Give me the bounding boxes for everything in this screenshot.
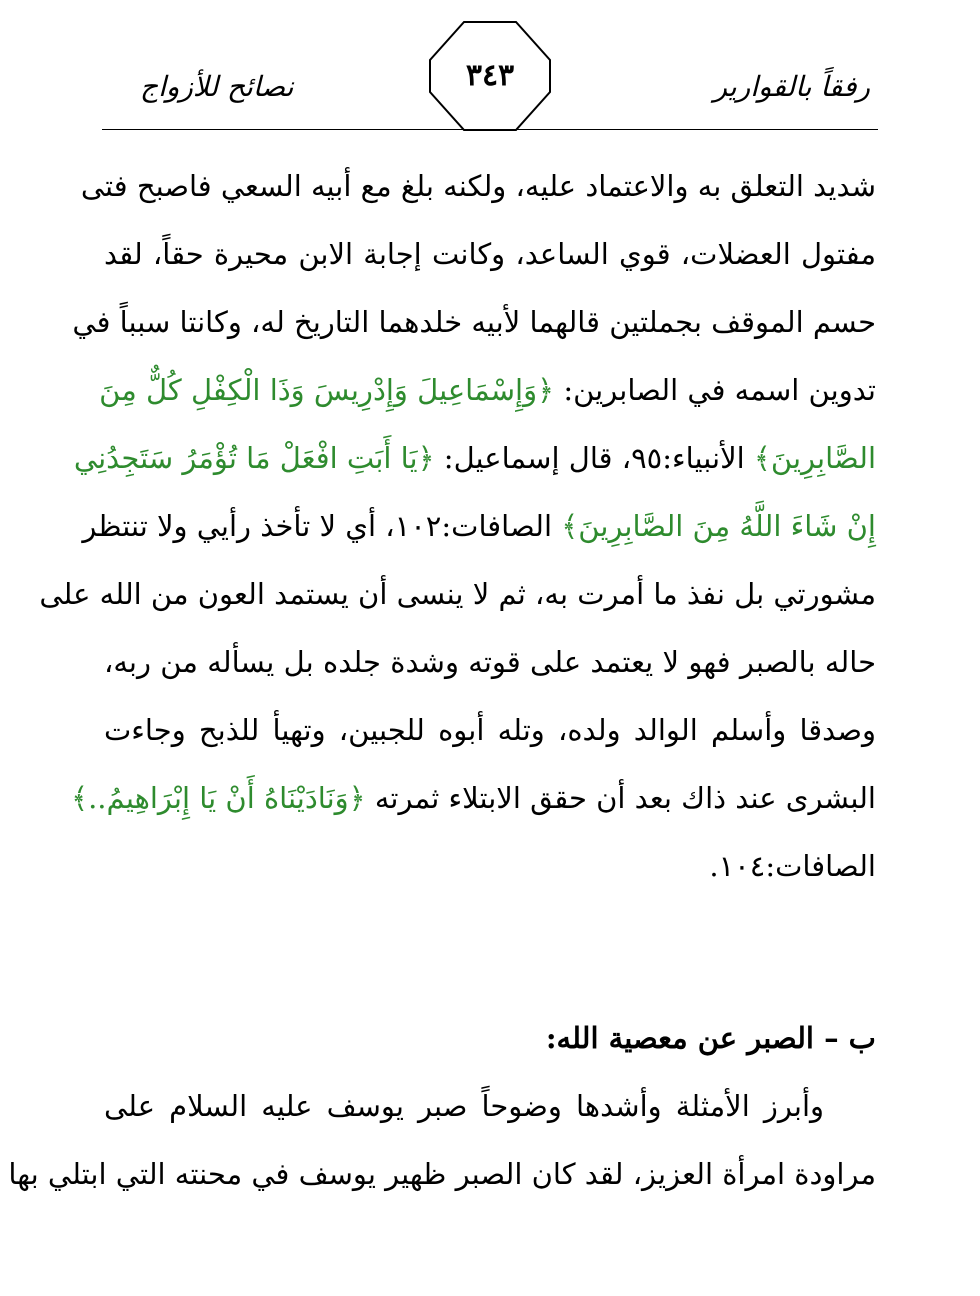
text-line [99,356,876,424]
header-divider [102,129,878,130]
page-number-badge [428,20,552,132]
text-run: الصافات:١٠٢، أي لا تأخذ رأيي ولا تنتظر [82,509,562,543]
quran-verse: ﴿يَا أَبَتِ افْعَلْ مَا تُؤْمَرُ سَتَجِدُنِي [73,441,435,475]
text-line [72,288,876,356]
text-line [39,560,876,628]
text-run: حسم الموقف بجملتين قالهما لأبيه خلدهما التاريخ له، وكانتا سبباً في [72,305,876,339]
page-number: ٣٤٣ [465,58,515,93]
text-line [104,1072,876,1140]
paragraph-gap [104,900,876,1004]
text-run: البشرى عند ذاك بعد أن حقق الابتلاء ثمرته [365,781,876,815]
body-text [8,152,876,1208]
text-line [82,492,876,560]
page-header [0,0,980,140]
text-line [104,696,876,764]
section-heading: ب – الصبر عن معصية الله: [545,1021,876,1055]
text-run: شديد التعلق به والاعتماد عليه، ولكنه بلغ مع أبيه السعي فاصبح فتى [80,169,876,203]
text-run: وأبرز الأمثلة وأشدها وضوحاً صبر يوسف عليه السلام على [104,1089,824,1123]
text-line [8,1140,876,1208]
text-line [104,628,876,696]
text-line [73,424,876,492]
quran-verse: الصَّابِرِينَ﴾ [753,441,876,475]
running-title-chapter: نصائح للأزواج [140,70,294,103]
text-run: مشورتي بل نفذ ما أمرت به، ثم لا ينسى أن يستمد العون من الله على [39,577,876,611]
text-run: وصدقا وأسلم الوالد ولده، وتله أبوه للجبين، وتهيأ للذبح وجاءت [104,713,876,747]
running-title-book: رفقاً بالقوارير [713,70,870,103]
text-line [104,832,876,900]
text-run: حاله بالصبر فهو لا يعتمد على قوته وشدة جلده بل يسأله من ربه، [104,645,876,679]
text-run: الأنبياء:٩٥، قال إسماعيل: [434,441,754,475]
text-line [80,152,876,220]
verse-reference: الصافات:١٠٤. [709,849,876,883]
quran-verse: ﴿وَإِسْمَاعِيلَ وَإِدْرِيسَ وَذَا الْكِفْلِ كُلٌّ مِنَ [99,373,555,407]
text-run: تدوين اسمه في الصابرين: [554,373,876,407]
quran-verse: إِنْ شَاءَ اللَّهُ مِنَ الصَّابِرِينَ﴾ [561,509,876,543]
text-line [71,764,876,832]
text-run: مراودة امرأة العزيز، لقد كان الصبر ظهير يوسف في محنته التي ابتلي بها [8,1157,876,1191]
text-line [104,220,876,288]
text-run: مفتول العضلات، قوي الساعد، وكانت إجابة الابن محيرة حقاً، لقد [104,237,876,271]
quran-verse: ﴿وَنَادَيْنَاهُ أَنْ يَا إِبْرَاهِيمُ..﴾ [71,781,366,815]
